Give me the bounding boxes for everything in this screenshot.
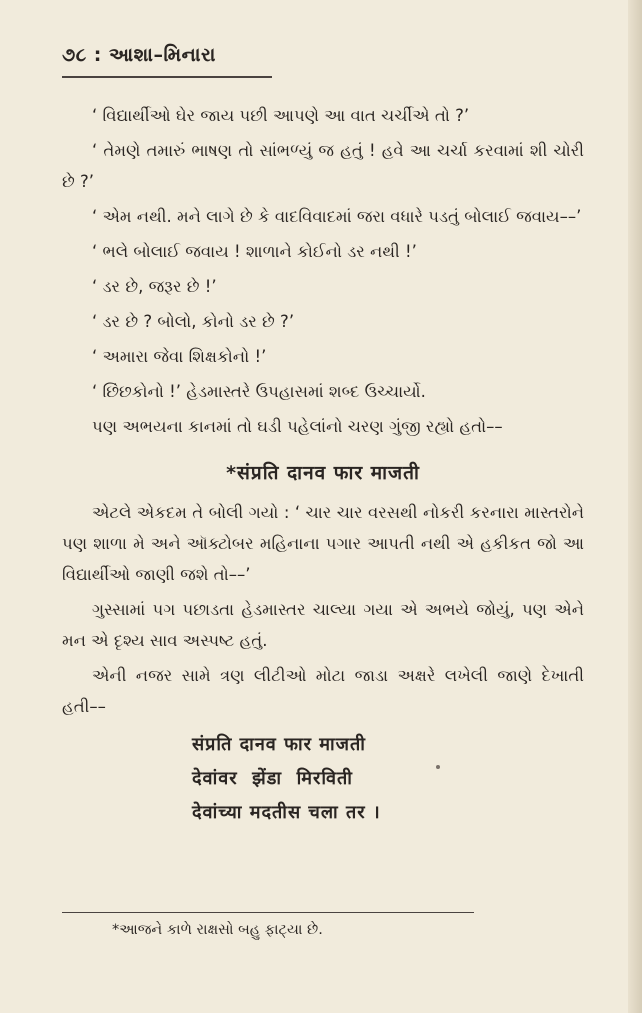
paragraph: એટલે એકદમ તે બોલી ગયો : ‘ ચાર ચાર વરસથી નોકરી કરનારા માસ્તરોને પણ શાળા મે અને ઑક્ટોબર મહિનાના પગાર આપતી નથી એ હકીકત જો આ વિદ્યાર્થીઓ જાણી જશે તો––’ (62, 503, 584, 584)
paragraph: ગુસ્સામાં પગ પછાડતા હેડમાસ્તર ચાલ્યા ગયા એ અભયે જોયું, પણ એને મન એ દૃશ્ય સાવ અસ્પષ્ટ હતું. (62, 600, 584, 650)
paragraph: ‘ તેમણે તમારું ભાષણ તો સાંભળ્યું જ હતું ! હવે આ ચર્ચા કરવામાં શી ચોરી છે ?’ (62, 141, 584, 191)
paragraph: ‘ વિદ્યાર્થીઓ ઘેર જાય પછી આપણે આ વાત ચર્ચીએ તો ?’ (92, 106, 470, 125)
paragraph: ‘ ભલે બોલાઈ જવાય ! શાળાને કોઈનો ડર નથી !’ (92, 242, 417, 261)
page-body (62, 100, 584, 830)
paragraph: પણ અભયના કાનમાં તો ઘડી પહેલાંનો ચરણ ગુંજી રહ્યો હતો–– (92, 417, 503, 436)
paragraph: એની નજર સામે ત્રણ લીટીઓ મોટા જાડા અક્ષરે લખેલી જાણે દેખાતી હતી–– (62, 666, 584, 716)
verse-block (192, 728, 584, 830)
paragraph: ‘ ડર છે ? બોલો, કોનો ડર છે ?’ (92, 312, 295, 331)
paragraph: ‘ અમારા જેવા શિક્ષકોનો !’ (92, 347, 267, 366)
footnote-rule (62, 912, 474, 913)
footnote: *આજને કાળે રાક્ષસો બહુ ફાટ્યા છે. (112, 922, 323, 938)
paragraph: ‘ છિંછકોનો !’ હેડમાસ્તરે ઉપહાસમાં શબ્દ ઉચ્ચાર્યો. (92, 382, 426, 401)
verse-line: देवांवर झेंडा मिरविती (192, 768, 353, 789)
page-edge (628, 0, 642, 1013)
verse-line: संप्रति दानव फार माजती (192, 734, 366, 755)
header-rule (62, 76, 272, 78)
paragraph: ‘ ડર છે, જરૂર છે !’ (92, 277, 217, 296)
stray-dot (436, 765, 440, 769)
verse-line: देवांच्या मदतीस चला तर । (192, 802, 381, 823)
paragraph: ‘ એમ નથી. મને લાગે છે કે વાદવિવાદમાં જરા વધારે પડતું બોલાઈ જવાય––’ (92, 207, 582, 226)
page-header: ૭૮ : આશા–મિનારા (62, 44, 216, 66)
devanagari-heading: *संप्रति दानव फार माजती (226, 462, 420, 484)
